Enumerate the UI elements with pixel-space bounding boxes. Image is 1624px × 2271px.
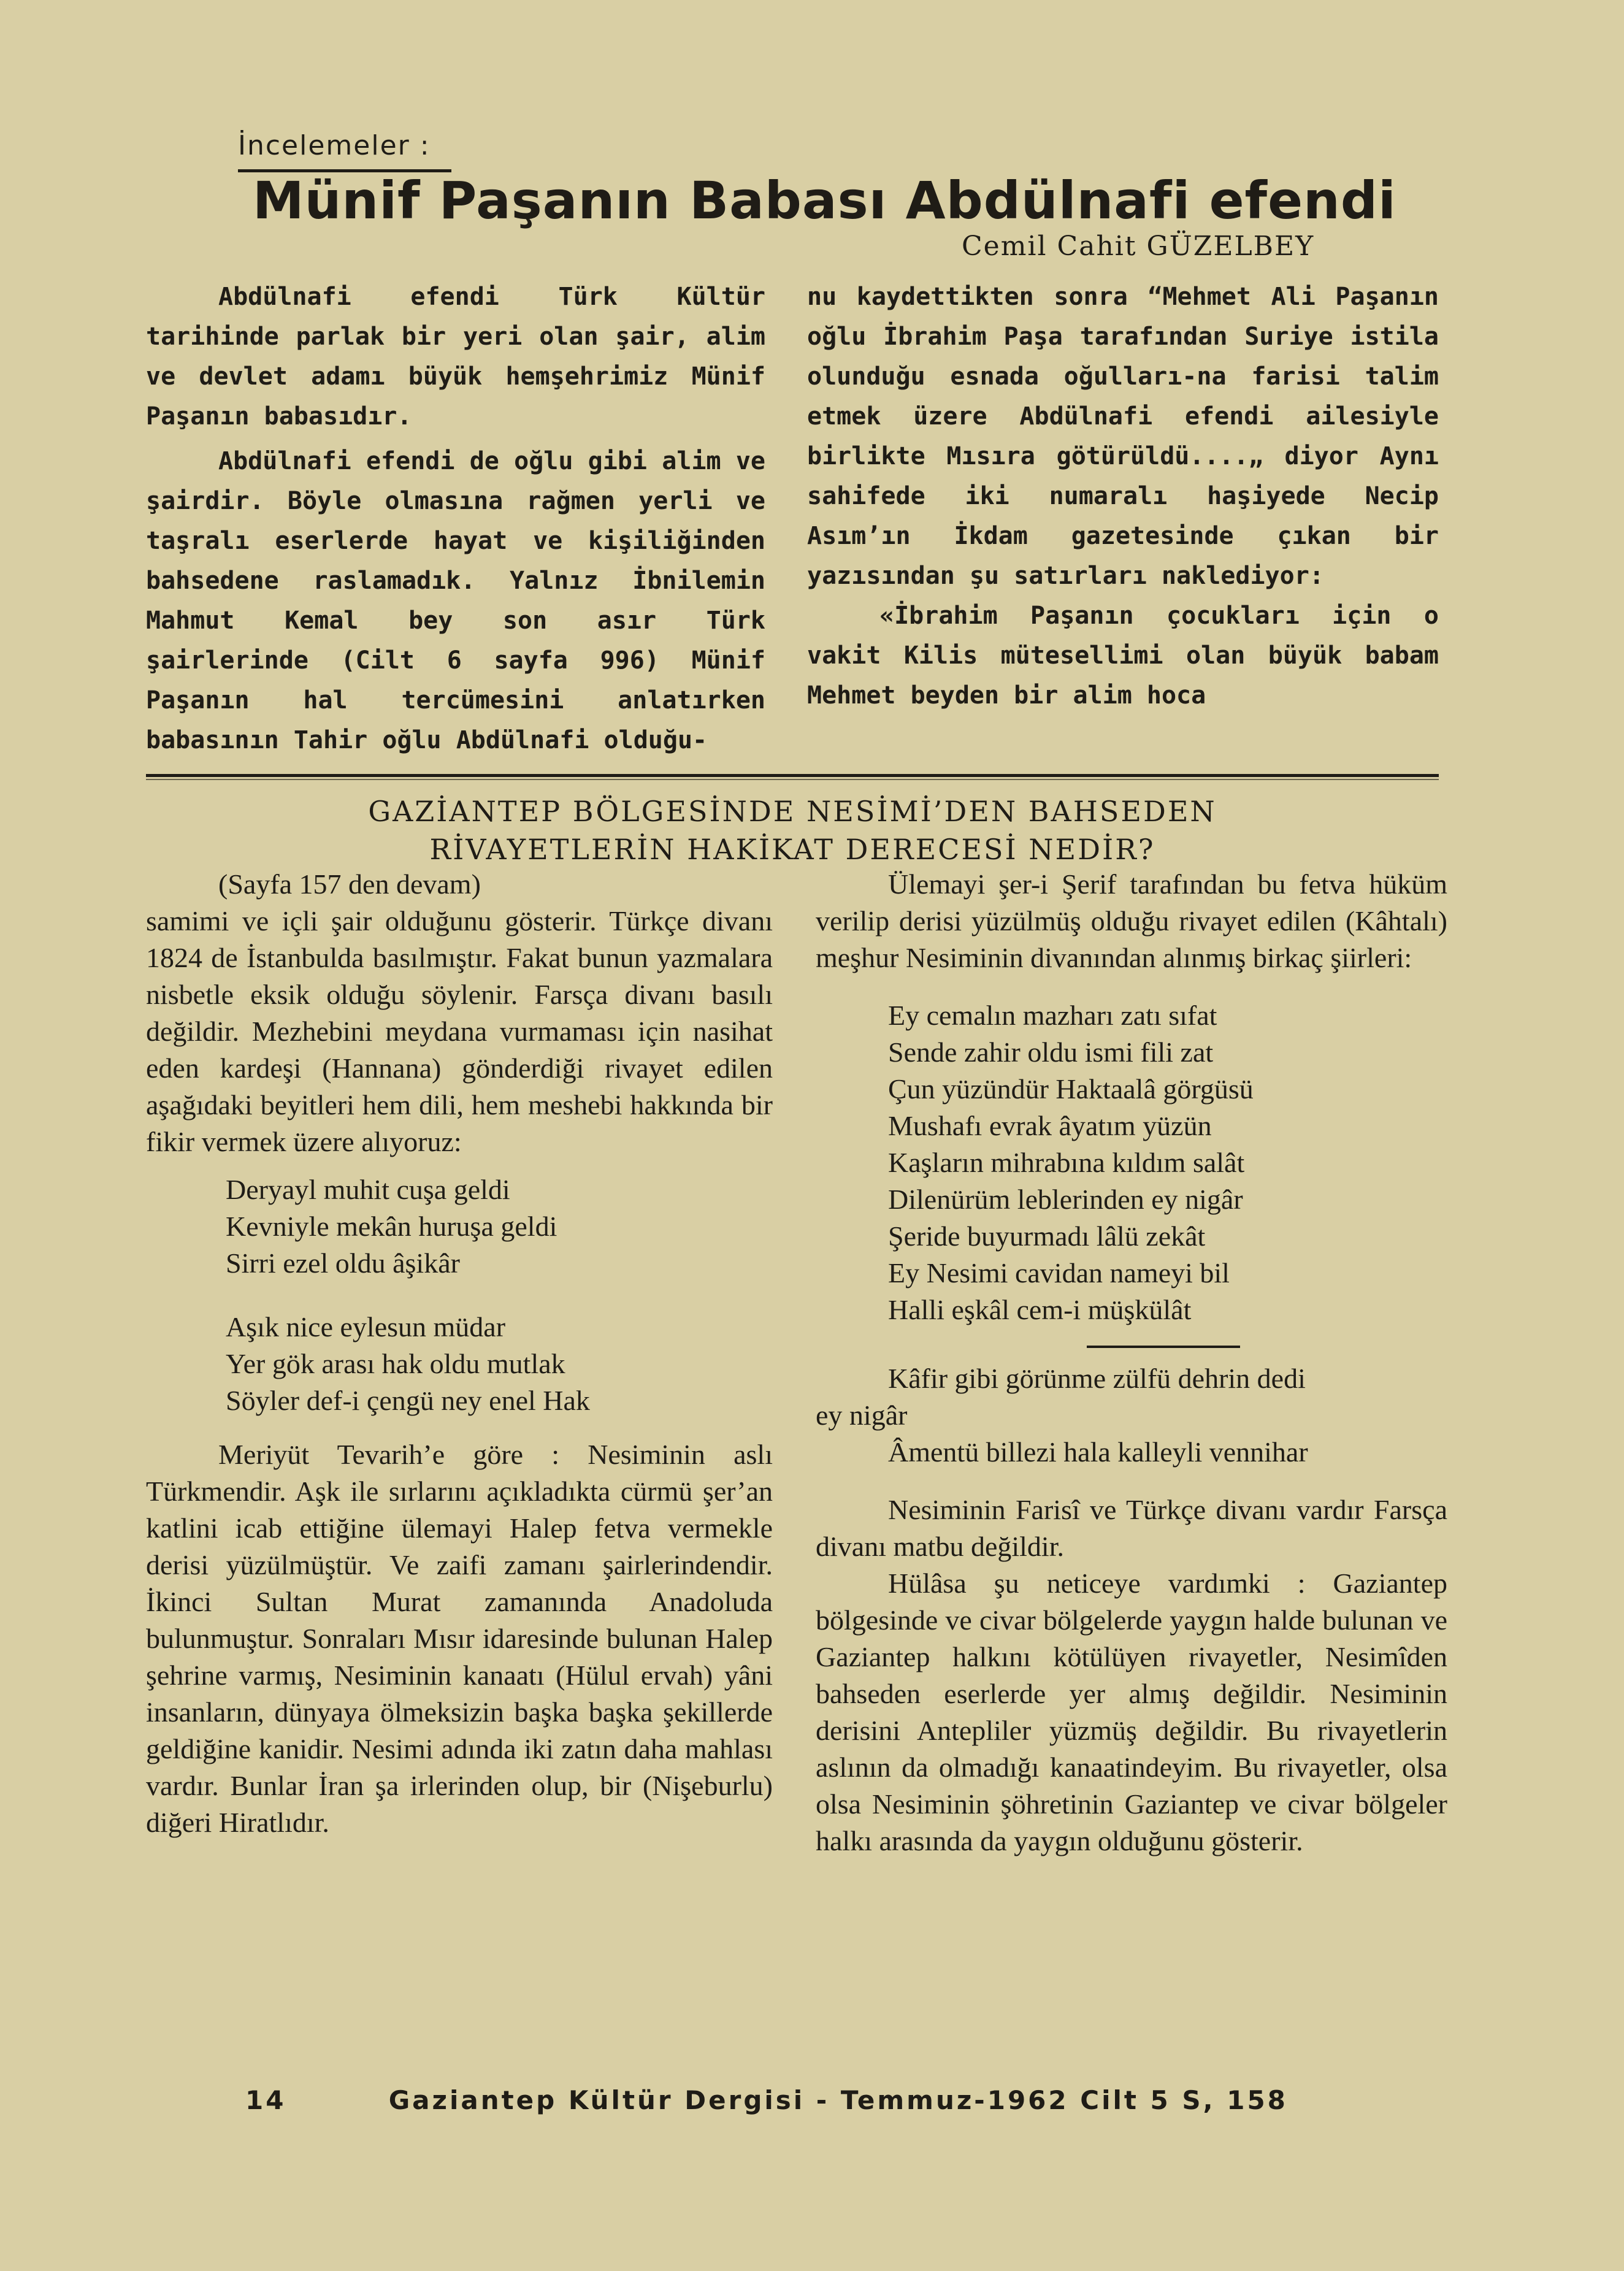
poem-line: Kevniyle mekân huruşa geldi bbox=[226, 1211, 557, 1242]
poem-line: Mushafı evrak âyatım yüzün bbox=[888, 1110, 1212, 1141]
paragraph: Abdülnafi efendi Türk Kültür tarihinde parlak bir yeri olan şair, alim ve devlet adamı büyük hemşehrimiz Münif Paşanın babasıdır. bbox=[146, 283, 765, 431]
article2-title-line1: GAZİANTEP BÖLGESİNDE NESİMİ’DEN BAHSEDEN bbox=[368, 795, 1217, 828]
paragraph: «İbrahim Paşanın çocukları için o vakit Kilis mütesellimi olan büyük babam Mehmet beyden bir alim hoca bbox=[807, 602, 1439, 710]
paragraph: samimi ve içli şair olduğunu gösterir. Türkçe divanı 1824 de İstanbulda basılmıştır. Fakat bunun yazmalara nisbetle eksik olduğu söylenir. Farsça divanı basılı değildir. Mezhebini meydana vurmaması için nasihat eden kardeşi (Hannana) gönderdiği rivayet edilen aşağıdaki beyitleri hem dili, hem meshebi hakkında bir fikir vermek üzere alıyoruz: bbox=[146, 905, 773, 1157]
poem-line: Kâfir gibi görünme zülfü dehrin dedi bbox=[888, 1363, 1306, 1394]
poem-line: Sende zahir oldu ismi fili zat bbox=[888, 1036, 1214, 1068]
paragraph: Meriyüt Tevarih’e göre : Nesiminin aslı Türkmendir. Aşk ile sırlarını açıkladıkta cürmü şer’an katlini icab ettiğine ülemayi Halep fetva vermekle derisi yüzülmüştür. Ve zaifi zamanı şairlerindendir. İkinci Sultan Murat zamanında Anadoluda bulunmuştur. Sonraları Mısır idaresinde bulunan Halep şehrine varmış, Nesiminin kanaatı (Hülul ervah) yâni insanların, dünyaya ölmeksizin başka başka şekillerde geldiğine kanidir. Nesimi adında iki zatın daha mahlası vardır. Bunlar İran şa irlerinden olup, bir (Nişeburlu) diğeri Hiratlıdır. bbox=[146, 1439, 773, 1838]
poem-line: Âmentü billezi hala kalleyli vennihar bbox=[888, 1436, 1308, 1468]
continued-note: (Sayfa 157 den devam) bbox=[218, 868, 481, 900]
page-number: 14 bbox=[245, 2085, 286, 2115]
poem-line: Söyler def-i çengü ney enel Hak bbox=[226, 1385, 590, 1416]
poem-line: Şeride buyurmadı lâlü zekât bbox=[888, 1220, 1206, 1252]
paragraph: Abdülnafi efendi de oğlu gibi alim ve şairdir. Böyle olmasına rağmen yerli ve taşralı eserlerde hayat ve kişiliğinden bahsedene raslamadık. Yalnız İbnilemin Mahmut Kemal bey son asır Türk şairlerinde (Cilt 6 sayfa 996) Münif Paşanın hal tercümesini anlatırken babasının Tahir oğlu Abdülnafi olduğu- bbox=[146, 447, 765, 754]
poem-line: Ey cemalın mazharı zatı sıfat bbox=[888, 1000, 1217, 1031]
poem-line: Deryayl muhit cuşa geldi bbox=[226, 1174, 510, 1205]
paragraph: Hülâsa şu neticeye vardımki : Gaziantep bölgesinde ve civar bölgelerde yaygın halde bulunan ve Gaziantep halkını kötülüyen rivayetler, Nesimîden bahseden eserlerde yer almış değildir. Nesiminin derisini Antepliler yüzmüş değildir. Bu rivayetlerin aslının da olmadığı kanaatindeyim. Bu rivayetler, olsa olsa Nesiminin şöhretinin Gaziantep ve civar bölgeler halkı arasında da yaygın olduğunu gösterir. bbox=[816, 1568, 1447, 1856]
article1-column-left bbox=[146, 277, 765, 760]
poem-line: Çun yüzündür Haktaalâ görgüsü bbox=[888, 1073, 1254, 1105]
poem-line: Yer gök arası hak oldu mutlak bbox=[226, 1348, 565, 1379]
divider-rule bbox=[146, 774, 1439, 777]
poem-line: Halli eşkâl cem-i müşkülât bbox=[888, 1294, 1192, 1325]
poem-line: Sirri ezel oldu âşikâr bbox=[226, 1247, 460, 1279]
poem-line: Aşık nice eylesun müdar bbox=[226, 1311, 506, 1342]
article2-title-line2: RİVAYETLERİN HAKİKAT DERECESİ NEDİR? bbox=[429, 833, 1155, 866]
paragraph: Ülemayi şer-i Şerif tarafından bu fetva hüküm verilip derisi yüzülmüş olduğu rivayet edilen (Kâhtalı) meşhur Nesiminin divanından alınmış birkaç şiirleri: bbox=[816, 868, 1447, 973]
article1-column-right bbox=[807, 277, 1439, 716]
divider-rule-thin bbox=[146, 779, 1439, 780]
journal-info: Gaziantep Kültür Dergisi - Temmuz-1962 Cilt 5 S, 158 bbox=[388, 2085, 1288, 2115]
article-title: Münif Paşanın Babası Abdülnafi efendi bbox=[253, 170, 1396, 231]
section-label: İncelemeler : bbox=[238, 130, 431, 161]
poem-line: Kaşların mihrabına kıldım salât bbox=[888, 1147, 1245, 1178]
poem-line: ey nigâr bbox=[816, 1400, 908, 1431]
poem-separator bbox=[1087, 1346, 1240, 1348]
paragraph: Nesiminin Farisî ve Türkçe divanı vardır Farsça divanı matbu değildir. bbox=[816, 1494, 1447, 1562]
paragraph: nu kaydettikten sonra “Mehmet Ali Paşanın oğlu İbrahim Paşa tarafından Suriye istila olunduğu esnada oğulları-na farisi talim etmek üzere Abdülnafi efendi ailesiyle birlikte Mısıra götürüldü....„ diyor Aynı sahifede iki numaralı haşiyede Necip Asım’ın İkdam gazetesinde çıkan bir yazısından şu satırları naklediyor: bbox=[807, 283, 1439, 590]
poem-line: Dilenürüm leblerinden ey nigâr bbox=[888, 1184, 1243, 1215]
page-footer bbox=[245, 2085, 1288, 2115]
article2-column-left bbox=[146, 866, 773, 1841]
poem-line: Ey Nesimi cavidan nameyi bil bbox=[888, 1257, 1230, 1289]
article-author: Cemil Cahit GÜZELBEY bbox=[962, 231, 1315, 262]
article2-column-right bbox=[816, 866, 1447, 1859]
